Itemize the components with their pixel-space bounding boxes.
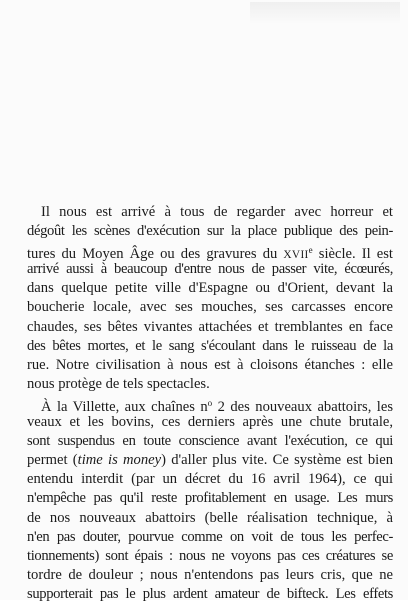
- text-line: n'empêche pas qu'il reste profitablement en usage. Les murs: [27, 490, 393, 507]
- text-line: chaudes, ses bêtes vivantes attachées et tremblantes en face: [27, 318, 393, 335]
- text-line: des bêtes mortes, et le sang s'écoulant dans le ruisseau de la: [27, 337, 393, 354]
- text-line: n'en pas douter, pourvue comme on voit de tous les perfec-: [27, 528, 393, 545]
- text-line: nous protège de tels spectacles.: [27, 375, 210, 392]
- text-line: arrivé aussi à beaucoup d'entre nous de passer vite, écœurés,: [27, 261, 393, 278]
- body-text: [27, 203, 393, 604]
- text-line: permet (time is money) d'aller plus vite. Ce système est bien: [27, 452, 393, 469]
- text-line: À la Villette, aux chaînes $n^o$ 2 des nouveaux abattoirs, les: [41, 397, 393, 415]
- text-line: Il nous est arrivé à tous de regarder avec horreur et: [41, 204, 393, 220]
- text-line: tordre de douleur ; nous n'entendons pas leurs cris, que ne: [27, 566, 393, 583]
- text-line: sont suspendus en toute conscience avant l'exécution, ce qui: [27, 433, 393, 450]
- text-line: veaux et les bovins, ces derniers après une chute brutale,: [27, 414, 393, 431]
- text-line: tionnements) sont épais : nous ne voyons pas ces créatures se: [27, 547, 393, 564]
- text-line: supporterait pas le plus ardent amateur de bifteck. Les effets: [27, 585, 393, 602]
- text-line: dégoût les scènes d'exécution sur la place publique des pein-: [27, 223, 393, 240]
- text-line: tures du Moyen Âge ou des gravures du XVIIe siècle. Il est: [27, 245, 393, 263]
- faded-running-header: [250, 2, 400, 24]
- text-line: rue. Notre civilisation à nous est à cloisons étanches : elle: [27, 356, 393, 373]
- text-line: dans quelque petite ville d'Espagne ou d'Orient, devant la: [27, 280, 393, 297]
- superscript: o: [207, 397, 213, 408]
- text-line: de nos nouveaux abattoirs (belle réalisation technique, à: [27, 509, 393, 526]
- superscript: e: [308, 245, 313, 256]
- italic-phrase: time is money: [77, 452, 162, 469]
- text-line: boucherie locale, avec ses mouches, ses carcasses encore: [27, 299, 393, 316]
- century-numeral: XVII: [283, 249, 309, 262]
- text-line: entendu interdit (par un décret du 16 avril 1964), ce qui: [27, 471, 393, 488]
